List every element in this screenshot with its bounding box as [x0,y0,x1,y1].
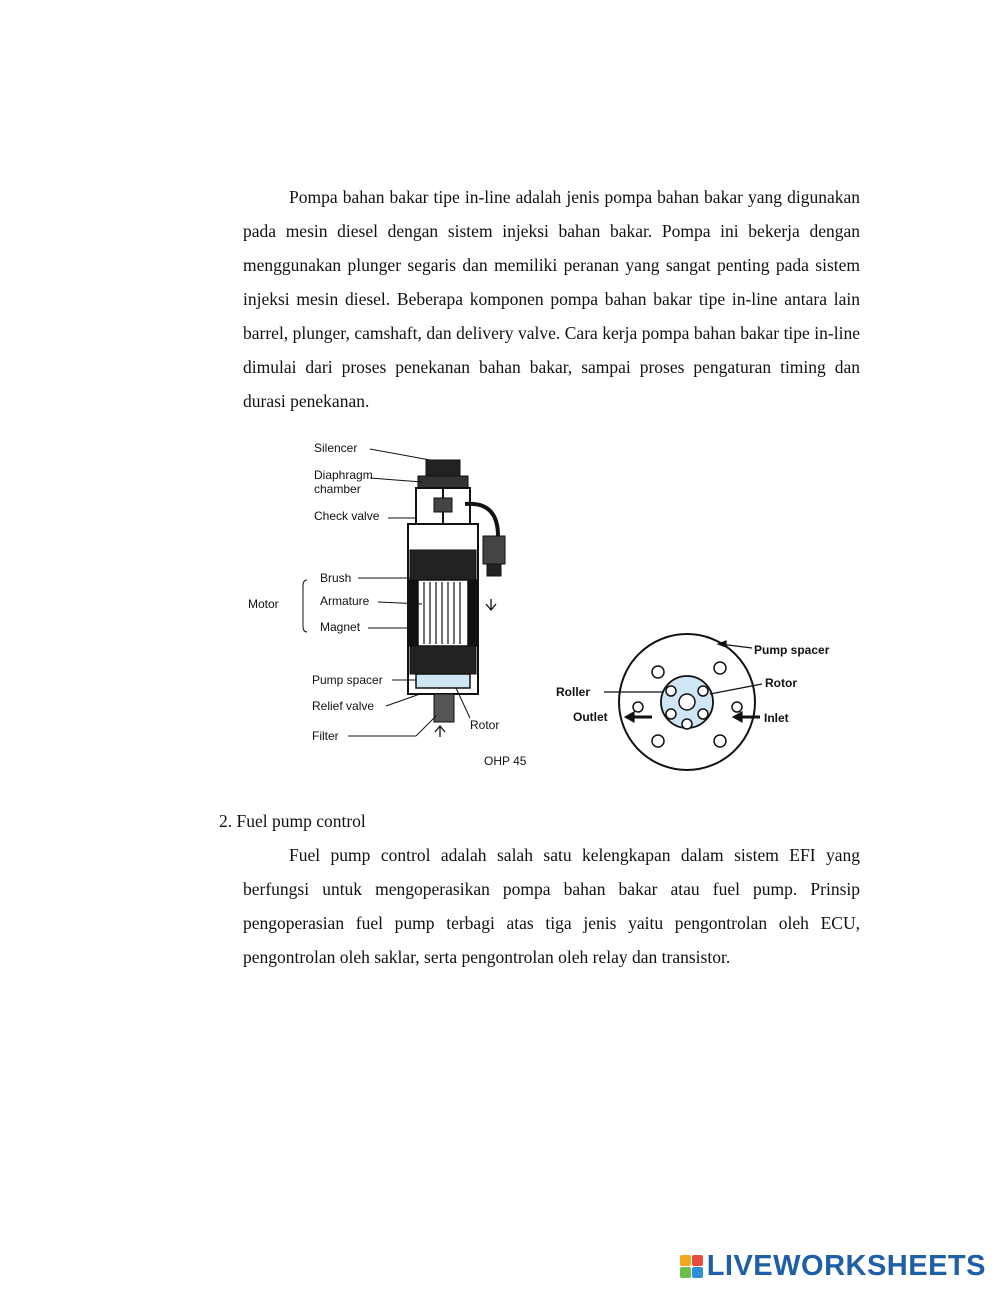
label-diaphragm-1: Diaphragm [314,468,373,482]
fuel-pump-diagram [240,432,860,782]
label-pump-spacer-right: Pump spacer [754,643,830,657]
label-armature: Armature [320,594,370,608]
label-rotor: Rotor [470,718,500,732]
logo-wordmark: LIVEWORKSHEETS [706,1250,986,1282]
logo-tiles-icon [680,1255,703,1278]
logo-tile [680,1255,691,1266]
label-inlet: Inlet [764,711,789,725]
logo-tile [680,1267,691,1278]
liveworksheets-logo [680,1250,986,1283]
paragraph-inline-pump: Pompa bahan bakar tipe in-line adalah jenis pompa bahan bakar yang digunakan pada mesin diesel dengan sistem injeksi bahan bakar. Pompa ini bekerja dengan menggunakan plunger segaris dan memiliki peranan yang sangat penting pada sistem injeksi mesin diesel. Beberapa komponen pompa bahan bakar tipe in-line antara lain barrel, plunger, camshaft, dan delivery valve. Cara kerja pompa bahan bakar tipe in-line dimulai dari proses penekanan bahan bakar, sampai proses pengaturan timing dan durasi penekanan. [243,187,860,411]
paragraph-fuel-pump-control: Fuel pump control adalah salah satu kelengkapan dalam sistem EFI yang berfungsi untuk mengoperasikan pompa bahan bakar atau fuel pump. Prinsip pengoperasian fuel pump terbagi atas tiga jenis yaitu pengontrolan oleh ECU, pengontrolan oleh saklar, serta pengontrolan oleh relay dan transistor. [243,845,860,967]
label-roller: Roller [556,685,591,699]
pump-spacer-plan [619,634,755,770]
label-rotor-right: Rotor [765,676,797,690]
section-heading: 2. Fuel pump control [219,811,366,831]
logo-tile [692,1255,703,1266]
label-check-valve: Check valve [314,509,380,523]
label-pump-spacer: Pump spacer [312,673,383,687]
label-relief-valve: Relief valve [312,699,375,713]
logo-tile [692,1267,703,1278]
label-brush: Brush [320,571,352,585]
label-motor: Motor [248,597,279,611]
label-ohp: OHP 45 [484,754,527,768]
label-silencer: Silencer [314,441,358,455]
pump-cross-section [408,460,505,737]
label-outlet: Outlet [573,710,608,724]
label-magnet: Magnet [320,620,361,634]
label-diaphragm-2: chamber [314,482,361,496]
left-labels [248,441,527,768]
label-filter: Filter [312,729,339,743]
